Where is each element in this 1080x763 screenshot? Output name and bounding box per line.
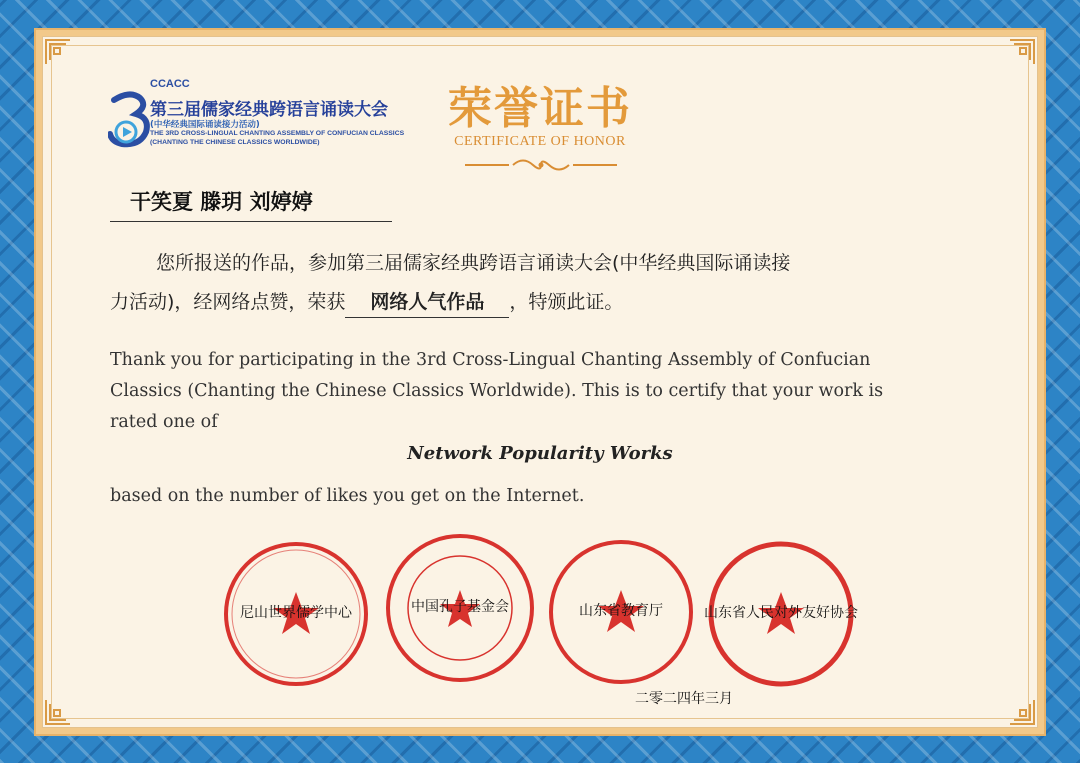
issue-date: 二零二四年三月 bbox=[635, 691, 733, 707]
seal-label: 山东省教育厅 bbox=[579, 603, 663, 619]
certificate-title-en: CERTIFICATE OF HONOR bbox=[454, 134, 626, 149]
corner-ornament-icon bbox=[1008, 38, 1036, 66]
body-en-line2: Classics (Chanting the Chinese Classics Worldwide). This is to certify that your work is bbox=[110, 381, 884, 401]
seal-label: 尼山世界儒学中心 bbox=[240, 605, 352, 621]
recipient-underline bbox=[110, 221, 392, 222]
seal-nishan bbox=[220, 538, 372, 690]
body-cn-line1: 您所报送的作品，参加第三届儒家经典跨语言诵读大会(中华经典国际诵读接 bbox=[156, 252, 791, 274]
logo-3-mark-icon bbox=[108, 90, 152, 150]
body-cn-line2-before: 力活动)，经网络点赞，荣获 bbox=[110, 291, 346, 313]
body-en-line5: based on the number of likes you get on the Internet. bbox=[110, 486, 585, 506]
award-name-cn: 网络人气作品 bbox=[345, 287, 509, 318]
logo-title: 第三届儒家经典跨语言诵读大会 bbox=[150, 100, 388, 120]
event-logo bbox=[108, 76, 408, 156]
seal-shandong-friendship bbox=[705, 538, 857, 690]
seal-confucius-foundation bbox=[384, 532, 536, 684]
corner-ornament-icon bbox=[44, 38, 72, 66]
body-en-line1: Thank you for participating in the 3rd Cross-Lingual Chanting Assembly of Confucian bbox=[110, 350, 871, 370]
certificate-title-cn: 荣誉证书 bbox=[448, 83, 632, 134]
corner-ornament-icon bbox=[44, 698, 72, 726]
corner-ornament-icon bbox=[1008, 698, 1036, 726]
logo-english-line2: (CHANTING THE CHINESE CLASSICS WORLDWIDE) bbox=[150, 139, 320, 146]
logo-ccacc: CCACC bbox=[150, 78, 190, 90]
award-name-en: Network Popularity Works bbox=[407, 443, 673, 464]
body-en-line3: rated one of bbox=[110, 412, 218, 432]
body-cn-line2 bbox=[110, 287, 623, 318]
recipient-names: 干笑夏 滕玥 刘婷婷 bbox=[130, 190, 313, 214]
seal-shandong-education bbox=[545, 536, 697, 688]
title-ornament-icon bbox=[463, 154, 619, 176]
logo-subtitle: (中华经典国际诵读接力活动) bbox=[150, 120, 260, 130]
seal-label: 山东省人民对外友好协会 bbox=[704, 605, 858, 621]
logo-english-line1: THE 3RD CROSS-LINGUAL CHANTING ASSEMBLY OF CONFUCIAN CLASSICS bbox=[150, 130, 405, 137]
body-cn-line2-after: ，特颁此证。 bbox=[509, 291, 624, 313]
seal-label: 中国孔子基金会 bbox=[411, 599, 509, 615]
